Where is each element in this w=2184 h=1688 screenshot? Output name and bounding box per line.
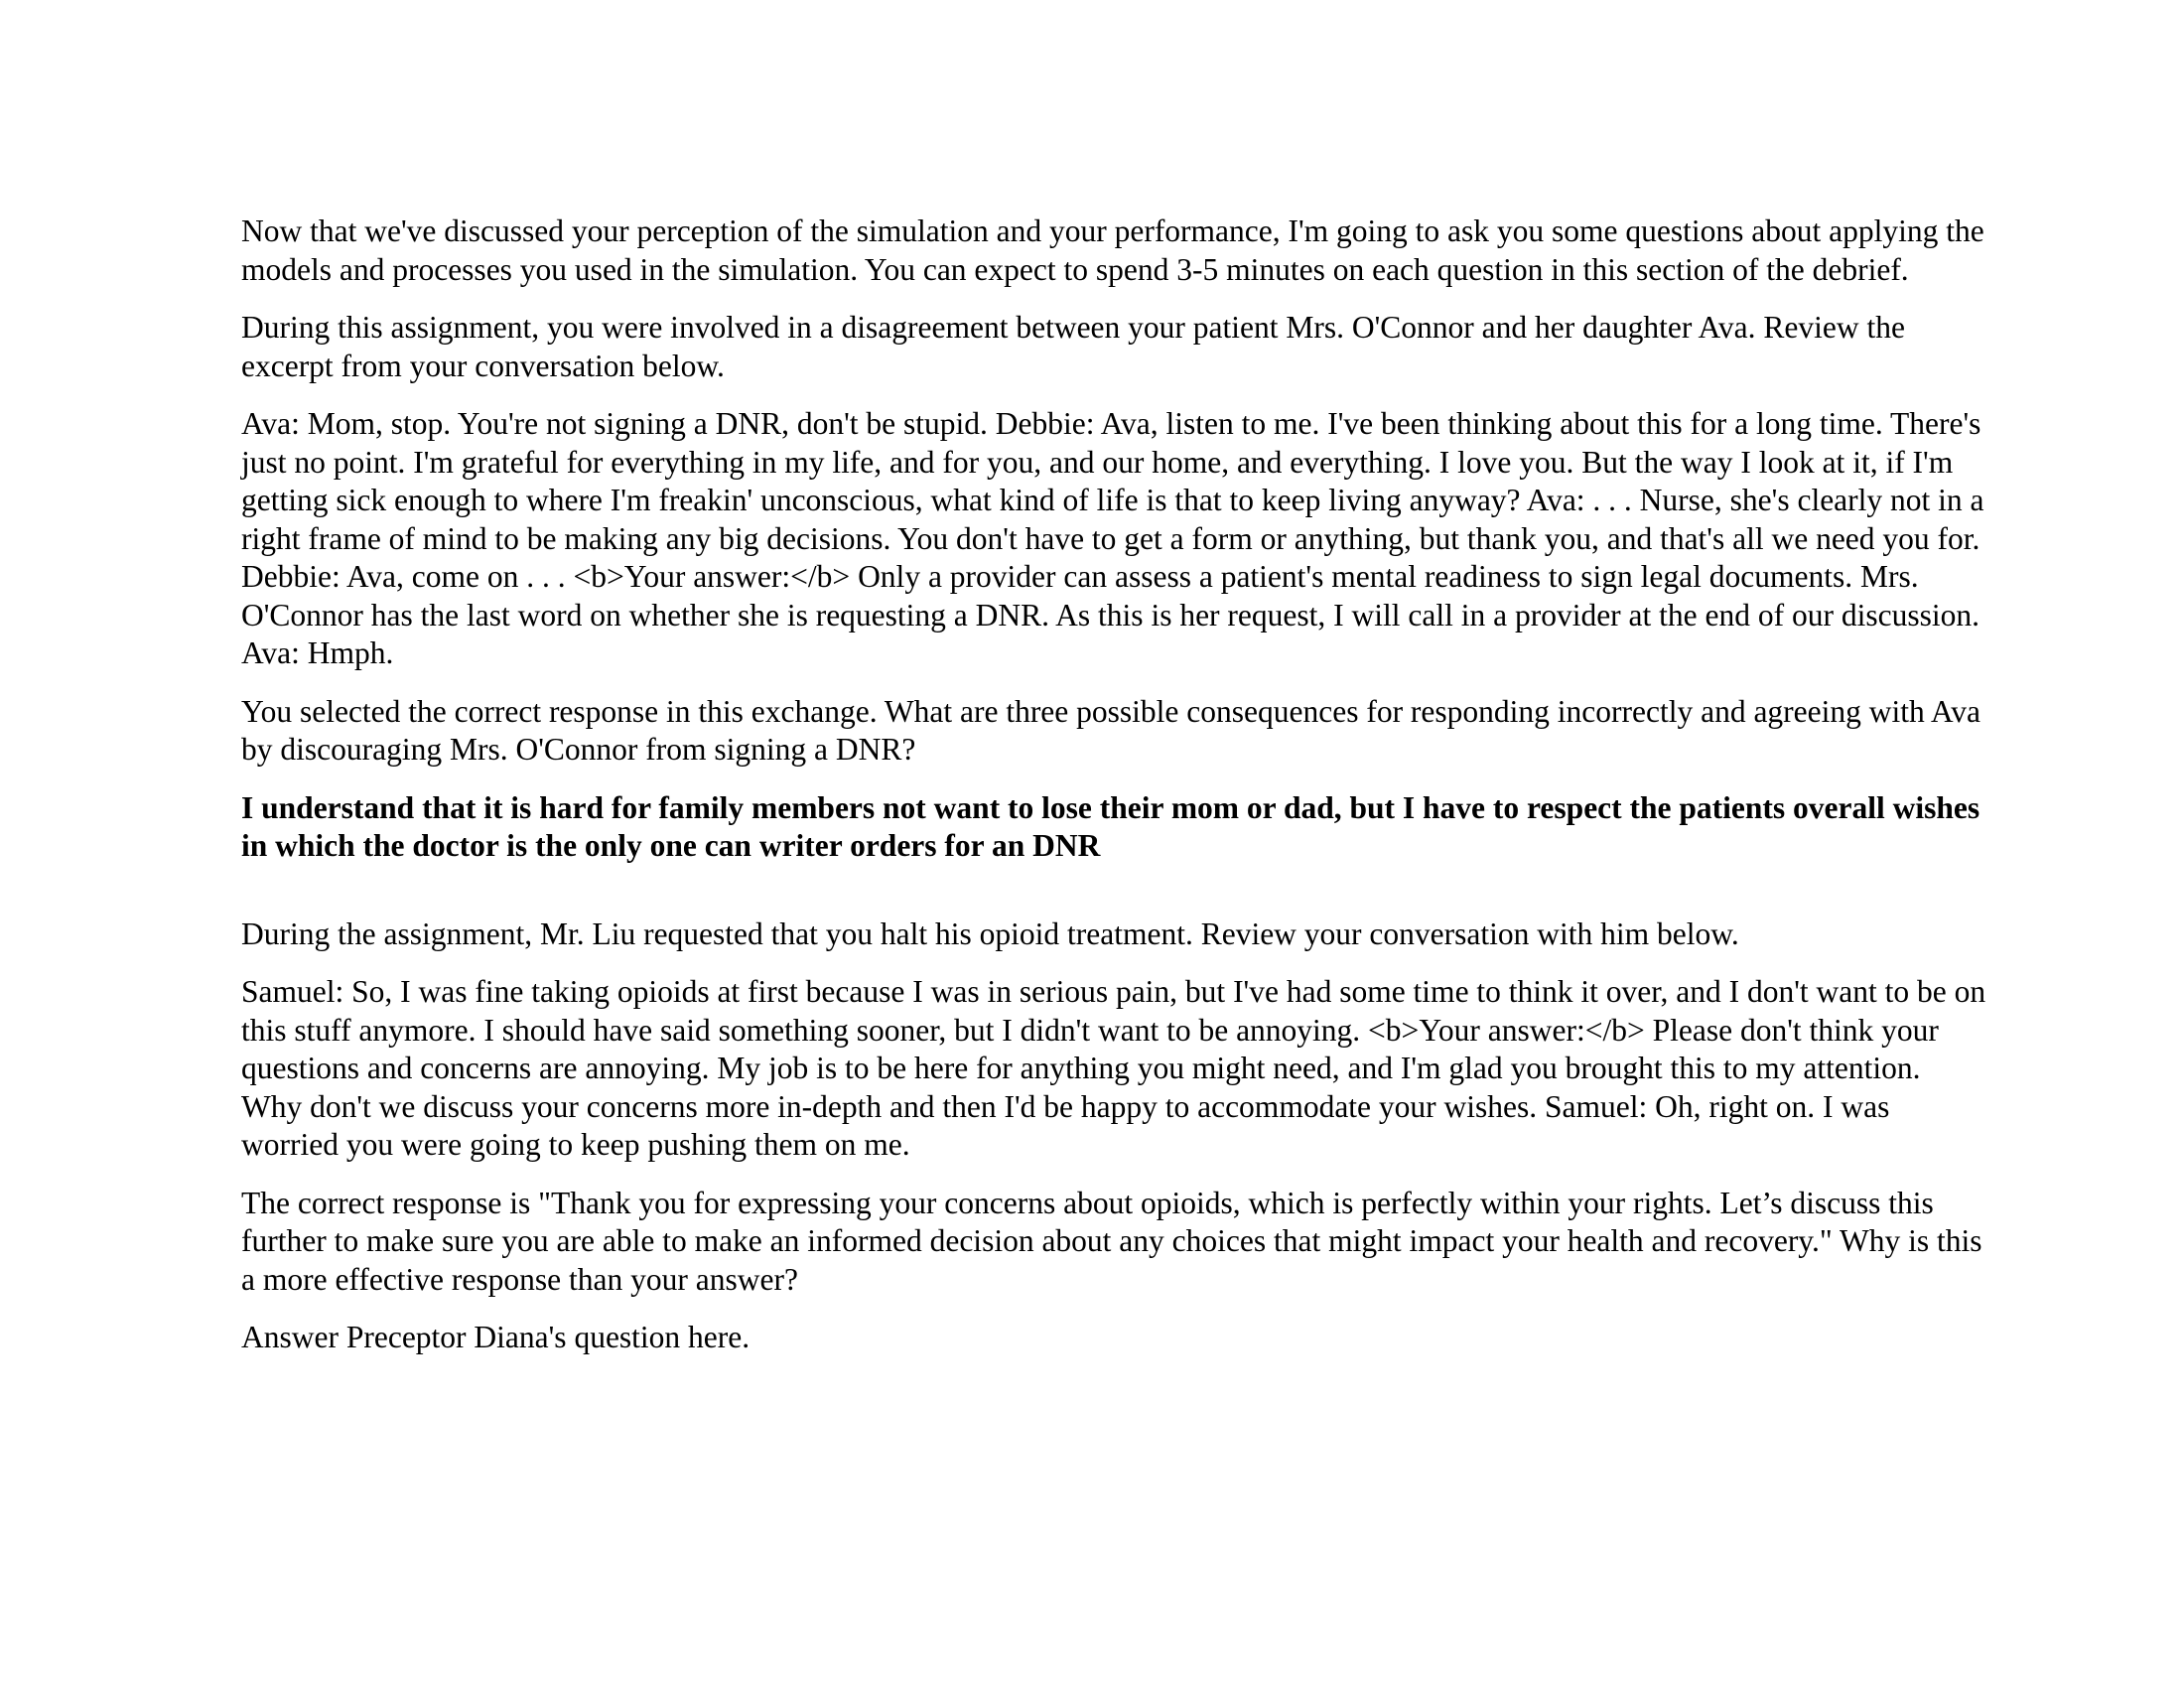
scenario1-conversation-excerpt: Ava: Mom, stop. You're not signing a DNR, don't be stupid. Debbie: Ava, listen to me. I've been thinking about this for a long time. There's just no point. I'm grateful for everything in my life, and for you, and our home, and everything. I love you. But the way I look at it, if I'm getting sick enough to where I'm freakin' unconscious, what kind of life is that to keep living anyway? Ava: . . . Nurse, she's clearly not in a right frame of mind to be making any big decisions. You don't have to get a form or anything, but thank you, and that's all we need you for. Debbie: Ava, come on . . . <b>Your answer:</b> Only a provider can assess a patient's mental readiness to sign legal documents. Mrs. O'Connor has the last word on whether she is requesting a DNR. As this is her request, I will call in a provider at the end of our discussion. Ava: Hmph. <box>241 406 1984 670</box>
scenario2-context-paragraph: During the assignment, Mr. Liu requested that you halt his opioid treatment. Review your conversation with him below. <box>241 915 1739 951</box>
scenario2-answer-prompt: Answer Preceptor Diana's question here. <box>241 1320 751 1354</box>
scenario1-student-answer: I understand that it is hard for family members not want to lose their mom or dad, but I have to respect the patients overall wishes in which the doctor is the only one can writer orders for an DNR <box>241 789 1980 863</box>
scenario1-question: You selected the correct response in this exchange. What are three possible consequences for responding incorrectly and agreeing with Ava by discouraging Mrs. O'Connor from signing a DNR? <box>241 693 1981 767</box>
document-page <box>241 212 1988 1377</box>
scenario2-question: The correct response is "Thank you for expressing your concerns about opioids, which is perfectly within your rights. Let’s discuss this further to make sure you are able to make an informed decision about any choices that might impact your health and recovery." Why is this a more effective response than your answer? <box>241 1185 1982 1297</box>
scenario2-conversation-excerpt: Samuel: So, I was fine taking opioids at first because I was in serious pain, but I've had some time to think it over, and I don't want to be on this stuff anymore. I should have said something sooner, but I didn't want to be annoying. <b>Your answer:</b> Please don't think your questions and concerns are annoying. My job is to be here for anything you might need, and I'm glad you brought this to my attention. Why don't we discuss your concerns more in-depth and then I'd be happy to accommodate your wishes. Samuel: Oh, right on. I was worried you were going to keep pushing them on me. <box>241 974 1986 1162</box>
intro-paragraph: Now that we've discussed your perception of the simulation and your performance, I'm going to ask you some questions about applying the models and processes you used in the simulation. You can expect to spend 3-5 minutes on each question in this section of the debrief. <box>241 213 1984 287</box>
scenario1-context-paragraph: During this assignment, you were involved in a disagreement between your patient Mrs. O'Connor and her daughter Ava. Review the excerpt from your conversation below. <box>241 310 1905 383</box>
